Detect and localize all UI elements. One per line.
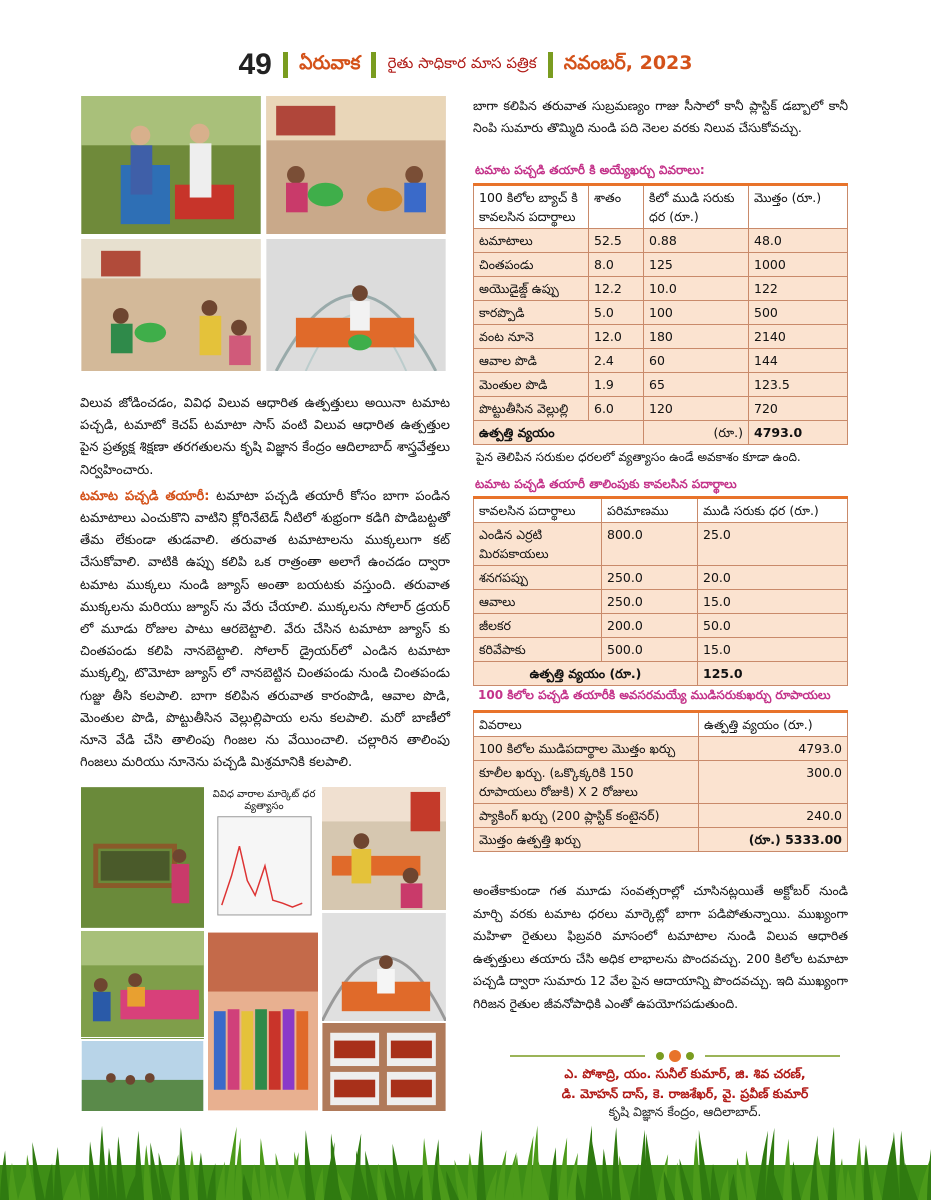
photo-women-cutting xyxy=(265,95,447,235)
photo-solar-dryer xyxy=(265,238,447,372)
table-row: ప్యాకింగ్ ఖర్చు (200 ప్లాస్టిక్ కంటైనర్) 240.0 xyxy=(474,804,848,828)
price-note: పైన తెలిపిన సరుకుల ధరలలో వ్యత్యాసం ఉండే అవకాశం కూడా ఉంది. xyxy=(476,450,801,464)
photo-farmers-meeting xyxy=(80,1040,205,1112)
table-row: చింతపండు 8.0 125 1000 xyxy=(474,253,848,277)
photo-dryer-frame xyxy=(80,786,205,929)
total-cost-table xyxy=(473,710,848,852)
authors-line-1: ఎ. పోశాద్రి, యం. సునీల్ కుమార్, జి. శివ చరణ్, xyxy=(564,1066,806,1081)
magazine-title: ఏరువాక xyxy=(299,51,361,74)
page-header xyxy=(0,48,931,88)
photo-training-group xyxy=(80,238,262,372)
table-row: ఎండిన ఎర్రటి మిరపకాయలు 800.0 25.0 xyxy=(474,523,848,566)
right-intro: బాగా కలిపిన తరువాత సుబ్రమణ్యం గాజు సీసాలో కానీ ప్లాస్టిక్ డబ్బాలో కానీ నింపి సుమారు తొమ్మిది నుండి పది నెలల వరకు నిలువ చేసుకోవచ్చు. xyxy=(473,98,848,135)
header-separator xyxy=(283,52,288,78)
table-row: ఆవాల పొడి 2.4 60 144 xyxy=(474,349,848,373)
table-row: కరివేపాకు 500.0 15.0 xyxy=(474,638,848,662)
page-number: 49 xyxy=(238,48,272,81)
cost-table xyxy=(473,183,848,445)
table1-heading: టమాట పచ్చడి తయారీ కి అయ్యేఖర్చు వివరాలు: xyxy=(475,163,705,177)
table-header-row: 100 కిలోల బ్యాచ్ కి కావలసిన పదార్థాలు శాతం కిలో ముడి సరుకు ధర (రూ.) మొత్తం (రూ.) xyxy=(474,185,848,229)
table-row: జీలకర 200.0 50.0 xyxy=(474,614,848,638)
header-separator xyxy=(548,52,553,78)
left-column-text xyxy=(80,393,450,774)
author-divider xyxy=(510,1050,840,1062)
table-row: శనగపప్పు 250.0 20.0 xyxy=(474,566,848,590)
photo-tomato-crates xyxy=(80,95,262,235)
authors-line-2: డి. మోహన్ దాస్, కె. రాజశేఖర్, వై. ప్రవీణ్ కుమార్ xyxy=(561,1086,809,1101)
section-heading: టమాట పచ్చడి తయారీ: xyxy=(80,488,210,504)
market-price-chart xyxy=(207,786,319,929)
photo-women-group xyxy=(207,931,319,1112)
grass-footer xyxy=(0,1120,931,1200)
photo-group-drying xyxy=(321,786,447,911)
table2-heading: టమాట పచ్చడి తయారీ తాలింపుకు కావలసిన పదార్థాలు xyxy=(475,477,737,491)
method-paragraph: టమాటా పచ్చడి తయారీ కోసం బాగా పండిన టమాటాలు ఎంచుకొని వాటిని క్లోరినేటెడ్ నీటిలో శుభ్రంగా కడిగి పొడిబట్టతో తేమ లేకుండా తుడవాలి. తరువాత టమాటాలను ముక్కలుగా కట్ చేసుకోవాలి. వాటికి ఉప్పు కలిపి ఒక రాత్రంతా అలాగే ఉంచడం ద్వారా టమాట ముక్కలు నుండి జ్యూస్ అంతా బయటకు వస్తుంది. తరువాత ముక్కలను మరియు జ్యూస్ ను వేరు చేయాలి. ముక్కలను సోలార్ డ్రయర్ లో మూడు రోజుల పాటు ఆరబెట్టాలి. వేరు చేసిన టమాటా జ్యూస్ కు చింతపండు కలిపి నానబెట్టాలి. సోలార్ డ్రైయర్‌లో ఎండిన టమాటా ముక్కల్ని, టొమోటా జ్యూస్ లో నానబెట్టిన చింతపండు నుండి చింతపండు గుజ్జు తీసి కలపాలి. బాగా కలిపిన తరువాత కారంపొడి, ఆవాల పొడి, మెంతుల పొడి, పొట్టుతీసిన వెల్లుల్లిపాయ లను కలపాలి. మరో బాణీలో నూనె వేడి చేసి తాలింపు గింజల ను వేయించాలి. చల్లారిన తాలింపు గింజలు మరియు నూనెను పచ్చడి మిశ్రమానికి కలపాలి. xyxy=(80,488,450,771)
photo-drying-tomatoes xyxy=(321,912,447,1022)
table-row: వంట నూనె 12.0 180 2140 xyxy=(474,325,848,349)
right-outro: అంతేకాకుండా గత మూడు సంవత్సరాల్లో చూసినట్లయితే అక్టోబర్ నుండి మార్చి వరకు టమాట ధరలు మార్కెట్లో బాగా పడిపోతున్నాయి. ముఖ్యంగా మహిళా రైతులు ఫిబ్రవరి మాసంలో టమాటాల నుండి విలువ ఆధారిత ఉత్పత్తులు తయారు చేసి అధిక లాభాలను పొందవచ్చు. 200 కిలోల టమాటా పచ్చడి ద్వారా సుమారు 12 వేల పైన ఆదాయాన్ని పొందవచ్చు. ఇది ముఖ్యంగా గిరిజన రైతుల జీవనోపాధికి ఎంతో ఉపయోగపడుతుంది. xyxy=(473,883,848,1011)
tempering-table xyxy=(473,496,848,686)
table-total-row: ఉత్పత్తి వ్యయం (రూ.) 4793.0 xyxy=(474,421,848,445)
table-row: అయొడైజ్డ్ ఉప్పు 12.2 10.0 122 xyxy=(474,277,848,301)
photo-women-crates xyxy=(80,930,205,1038)
table-row: టమాటాలు 52.5 0.88 48.0 xyxy=(474,229,848,253)
chart-title: వివిధ వారాల మార్కెట్ ధర వ్యత్యాసం xyxy=(212,789,316,812)
affiliation: కృషి విజ్ఞాన కేంద్రం, ఆదిలాబాద్. xyxy=(608,1104,762,1119)
magazine-subtitle: రైతు సాధికార మాస పత్రిక xyxy=(387,54,537,72)
intro-paragraph: విలువ జోడించడం, వివిధ విలువ ఆధారిత ఉత్పత్తులు అయినా టమాట పచ్చడి, టమాటో కెచప్ టమాటా సాస్ వంటి విలువ ఆధారిత ఉత్పత్తుల పైన ప్రత్యక్ష శిక్షణా తరగతులను కృషి విజ్ఞాన కేంద్రం ఆదిలాబాద్ శాస్త్రవేత్తలు నిర్వహించారు. xyxy=(80,396,450,478)
table-header-row: వివరాలు ఉత్పత్తి వ్యయం (రూ.) xyxy=(474,712,848,737)
table3-heading: 100 కిలోల పచ్చడి తయారీకి అవసరమయ్యే ముడిసరుకుఖర్చు రూపాయలు xyxy=(478,688,831,702)
table-row: పొట్టుతీసిన వెల్లుల్లి 6.0 120 720 xyxy=(474,397,848,421)
table-total-row: ఉత్పత్తి వ్యయం (రూ.) 125.0 xyxy=(474,662,848,686)
table-row: ఆవాలు 250.0 15.0 xyxy=(474,590,848,614)
issue-date: నవంబర్, 2023 xyxy=(563,51,693,74)
table-row: 100 కిలోల ముడిపదార్థాల మొత్తం ఖర్చు 4793.0 xyxy=(474,737,848,761)
photo-pickle-jars xyxy=(321,1022,447,1112)
header-separator xyxy=(371,52,376,78)
table-row: కారప్పొడి 5.0 100 500 xyxy=(474,301,848,325)
table-row: కూలీల ఖర్చు. (ఒక్కొక్కరికి 150 రూపాయలు రోజుకి) X 2 రోజులు 300.0 xyxy=(474,761,848,804)
table-row: మెంతుల పొడి 1.9 65 123.5 xyxy=(474,373,848,397)
table-header-row: కావలసిన పదార్థాలు పరిమాణము ముడి సరుకు ధర (రూ.) xyxy=(474,498,848,523)
table-total-row: మొత్తం ఉత్పత్తి ఖర్చు (రూ.) 5333.00 xyxy=(474,828,848,852)
